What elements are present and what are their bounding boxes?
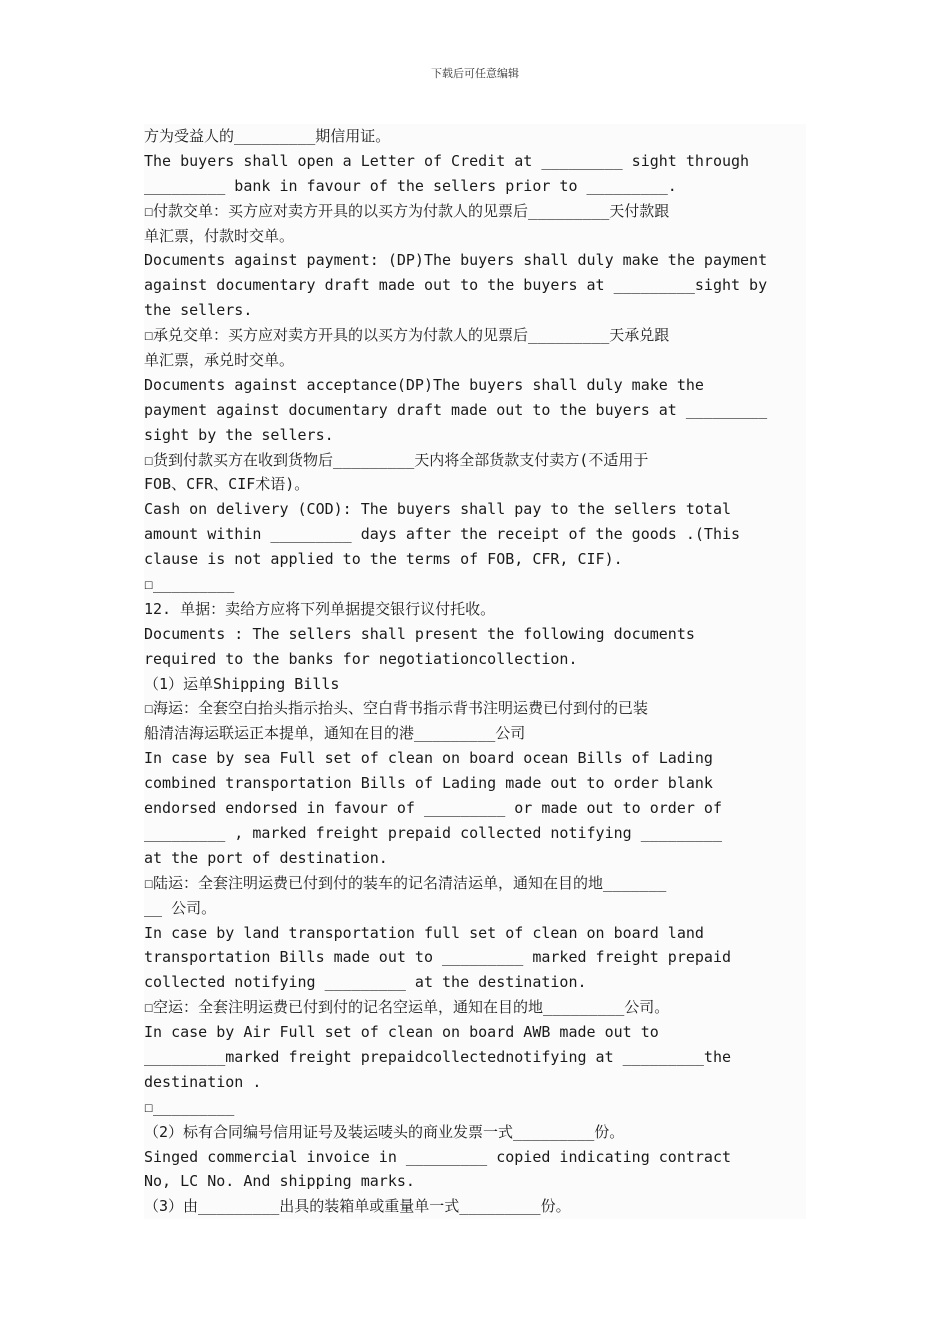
text-line: ☐陆运：全套注明运费已付到付的装车的记名清洁运单，通知在目的地_______ — [144, 873, 667, 892]
text-line: against documentary draft made out to the buyers at _________sight by — [144, 276, 768, 295]
text-line: 单汇票，承兑时交单。 — [144, 351, 295, 370]
subsection-heading: （2）标有合同编号信用证号及装运唛头的商业发票一式_________份。 — [144, 1122, 625, 1141]
text-line: In case by Air Full set of clean on board AWB made out to — [144, 1023, 659, 1042]
text-line: the sellers. — [144, 301, 253, 320]
text-line: Cash on delivery (COD): The buyers shall pay to the sellers total — [144, 500, 731, 519]
text-line: 方为受益人的_________期信用证。 — [144, 127, 391, 145]
document-body — [144, 124, 806, 1219]
subsection-heading: （3）由_________出具的装箱单或重量单一式_________份。 — [144, 1197, 571, 1216]
text-line: FOB、CFR、CIF术语)。 — [144, 475, 310, 494]
text-line: endorsed endorsed in favour of _________ or made out to order of — [144, 799, 722, 818]
text-line: 船清洁海运联运正本提单，通知在目的港_________公司 — [144, 724, 526, 743]
text-line: ☐海运：全套空白抬头指示抬头、空白背书指示背书注明运费已付到付的已装 — [144, 699, 649, 718]
text-line: required to the banks for negotiationcollection. — [144, 649, 578, 668]
text-line: ☐_________ — [144, 1097, 235, 1116]
text-line: ☐货到付款买方在收到货物后_________天内将全部货款支付卖方(不适用于 — [144, 450, 649, 469]
section-heading: 12. 单据：卖给方应将下列单据提交银行议付托收。 — [144, 599, 496, 618]
text-line: clause is not applied to the terms of FOB, CFR, CIF). — [144, 550, 623, 569]
text-line: transportation Bills made out to _________ marked freight prepaid — [144, 948, 731, 967]
text-line: payment against documentary draft made out to the buyers at _________ — [144, 400, 768, 419]
text-line: at the port of destination. — [144, 848, 388, 867]
text-line: destination . — [144, 1072, 262, 1091]
text-line: Singed commercial invoice in _________ copied indicating contract — [144, 1147, 731, 1166]
text-line: The buyers shall open a Letter of Credit at _________ sight through — [144, 151, 750, 170]
text-line: Documents against payment: (DP)The buyers shall duly make the payment — [144, 251, 768, 270]
text-line: __ 公司。 — [144, 898, 217, 917]
text-line: collected notifying _________ at the destination. — [144, 973, 587, 992]
text-line: amount within _________ days after the receipt of the goods .(This — [144, 525, 741, 544]
text-line: No, LC No. And shipping marks. — [144, 1172, 415, 1191]
text-line: ☐付款交单：买方应对卖方开具的以买方为付款人的见票后_________天付款跟 — [144, 201, 670, 220]
text-line: _________ , marked freight prepaid collected notifying _________ — [144, 823, 722, 842]
text-line: sight by the sellers. — [144, 425, 334, 444]
text-line: ☐_________ — [144, 575, 235, 594]
subsection-heading: （1）运单Shipping Bills — [144, 674, 340, 693]
text-line: In case by land transportation full set of clean on board land — [144, 923, 704, 942]
page-header: 下载后可任意编辑 — [431, 67, 519, 80]
text-line: 单汇票，付款时交单。 — [144, 226, 295, 245]
text-line: Documents against acceptance(DP)The buyers shall duly make the — [144, 375, 704, 394]
text-line: In case by sea Full set of clean on board ocean Bills of Lading — [144, 749, 713, 768]
text-line: _________marked freight prepaidcollectednotifying at _________the — [144, 1047, 731, 1066]
text-line: Documents : The sellers shall present the following documents — [144, 624, 695, 643]
text-line: ☐空运：全套注明运费已付到付的记名空运单，通知在目的地_________公司。 — [144, 998, 670, 1017]
text-line: ☐承兑交单：买方应对卖方开具的以买方为付款人的见票后_________天承兑跟 — [144, 326, 670, 345]
text-line: combined transportation Bills of Lading made out to order blank — [144, 774, 713, 793]
text-line: _________ bank in favour of the sellers prior to _________. — [144, 176, 677, 195]
